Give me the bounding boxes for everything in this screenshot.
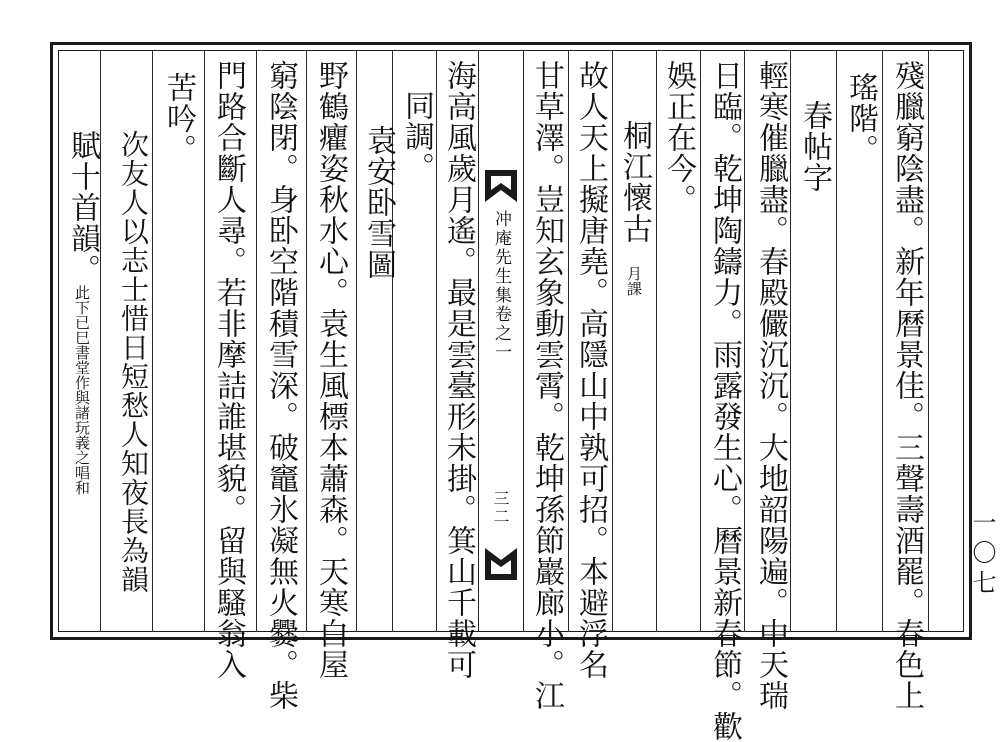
text-column: 故人天上擬唐堯。高隱山中孰可招。本避浮名 (573, 60, 608, 680)
text-column: 次友人以志士惜日短愁人知夜長為韻 (117, 130, 150, 594)
fish-tail-ornament-icon (483, 168, 519, 204)
verse-line: 賦十首韻。 (65, 130, 100, 285)
text-column: 門路合斷人尋。若非摩詰誰堪貌。留與騷翁入 (211, 60, 246, 680)
text-column (64, 130, 100, 505)
text-column (616, 120, 652, 296)
text-column: 輕寒催臘盡。春殿儼沉沉。大地韶陽遍。中天瑞 (753, 60, 788, 711)
text-column: 窮陰閉。身卧空階積雪深。破竈氷凝無火爨。柴 (263, 60, 298, 711)
text-column: 日臨。乾坤陶鑄力。雨露發生心。曆景新春節。歡 (707, 60, 742, 742)
leaf-number: 三二 (491, 490, 510, 526)
text-column: 瑤階。 (843, 72, 878, 165)
page-number: 一〇七 (968, 510, 996, 600)
book-title: 冲庵先生集卷之一 (491, 210, 511, 362)
text-column: 苦吟。 (161, 72, 196, 165)
center-fold (478, 50, 524, 632)
text-column: 同調。 (399, 90, 434, 183)
text-column: 春帖字 (797, 100, 832, 193)
text-column: 野鶴癯姿秋水心。袁生風標本蕭森。天寒白屋 (313, 60, 348, 680)
text-column: 殘臘窮陰盡。新年曆景佳。三聲壽酒罷。春色上 (889, 60, 924, 711)
fish-tail-ornament-icon (483, 546, 519, 582)
text-column: 袁安卧雪圖 (361, 125, 396, 280)
poem-note: 月課 (625, 266, 643, 296)
text-column: 娛正在今。 (661, 60, 696, 215)
inline-note: 此下已巳書堂作與諸玩義之唱和 (73, 285, 91, 495)
text-column: 甘草澤。豈知玄象動雲霄。乾坤孫節巖廊小。江 (529, 60, 564, 711)
text-column: 海高風歲月遙。最是雲臺形未掛。箕山千載可 (441, 60, 476, 680)
poem-title: 桐江懷古 (617, 120, 652, 244)
